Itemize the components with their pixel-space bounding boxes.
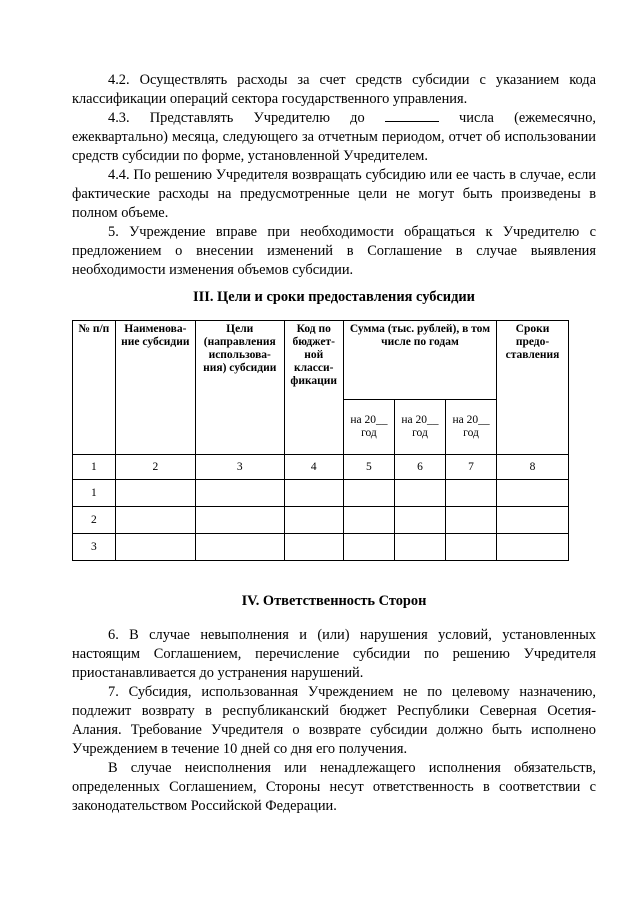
year-cell: на 20__ год [446,400,497,455]
table-cell [394,507,445,534]
table-cell [497,507,569,534]
table-cell [195,534,284,561]
table-cell [195,480,284,507]
section-4-body [72,626,596,816]
column-number-row [73,455,569,480]
column-number: 4 [284,455,343,480]
table-cell [343,480,394,507]
year-cell: на 20__ год [343,400,394,455]
header-code: Код по бюджет-ной класси-фикации [284,321,343,455]
year-cell: на 20__ год [394,400,445,455]
column-number: 6 [394,455,445,480]
top-section [72,71,596,280]
table-cell [284,534,343,561]
paragraph-4-4: 4.4. По решению Учредителя возвращать субсидию или ее часть в случае, если фактические расходы на предусмотренные цели не могут быть произведены в полном объеме. [72,167,596,221]
paragraph-4-3-end: числа (ежемесячно, ежеквартально) месяца, следующего за отчетным периодом, отчет об использовании средств субсидии по форме, установленной Учредителем. [72,110,596,164]
table-cell [284,480,343,507]
table-cell [115,534,195,561]
table-cell [497,534,569,561]
table-cell [446,480,497,507]
table-cell [284,507,343,534]
section-3-title: III. Цели и сроки предоставления субсидии [193,289,475,305]
table-cell [394,480,445,507]
row-number: 1 [73,480,116,507]
table-cell [343,507,394,534]
table-cell [343,534,394,561]
header-terms: Сроки предо-ставления [497,321,569,455]
column-number: 2 [115,455,195,480]
paragraph-4-2: 4.2. Осуществлять расходы за счет средств субсидии с указанием кода классификации операций сектора государственного управления. [72,72,596,107]
header-sum: Сумма (тыс. рублей), в том числе по годам [343,321,496,400]
table-row [73,534,569,561]
row-number: 3 [73,534,116,561]
header-goals: Цели (направления использова-ния) субсидии [195,321,284,455]
blank-day-field [385,121,439,122]
column-number: 1 [73,455,116,480]
table-cell [446,534,497,561]
column-number: 7 [446,455,497,480]
table-cell [115,507,195,534]
table-row [73,507,569,534]
paragraph-liability: В случае неисполнения или ненадлежащего исполнения обязательств, определенных Соглашением, Стороны несут ответственность в соответствии с законодательством Российской Федерации. [72,760,596,814]
header-name: Наименова-ние субсидии [115,321,195,455]
paragraph-5: 5. Учреждение вправе при необходимости обращаться к Учредителю с предложением о внесении изменений в Соглашение в случае выявления необходимости изменения объемов субсидии. [72,224,596,278]
column-number: 8 [497,455,569,480]
paragraph-6: 6. В случае невыполнения и (или) нарушения условий, установленных настоящим Соглашением, перечисление субсидии по решению Учредителя приостанавливается до устранения нарушений. [72,627,596,681]
table-cell [394,534,445,561]
subsidy-table [72,320,569,561]
table-cell [446,507,497,534]
paragraph-4-3-start: 4.3. Представлять Учредителю до [108,110,365,126]
table-cell [497,480,569,507]
paragraph-4-3 [72,109,596,166]
table-row [73,480,569,507]
row-number: 2 [73,507,116,534]
paragraph-7: 7. Субсидия, использованная Учреждением не по целевому назначению, подлежит возврату в республиканский бюджет Республики Северная Осетия-Алания. Требование Учредителя о возврате субсидии должно быть исполнено Учреждением в течение 10 дней со дня его получения. [72,684,596,757]
table-cell [115,480,195,507]
section-4-title: IV. Ответственность Сторон [241,593,427,609]
column-number: 5 [343,455,394,480]
header-num: № п/п [73,321,116,455]
column-number: 3 [195,455,284,480]
table-cell [195,507,284,534]
